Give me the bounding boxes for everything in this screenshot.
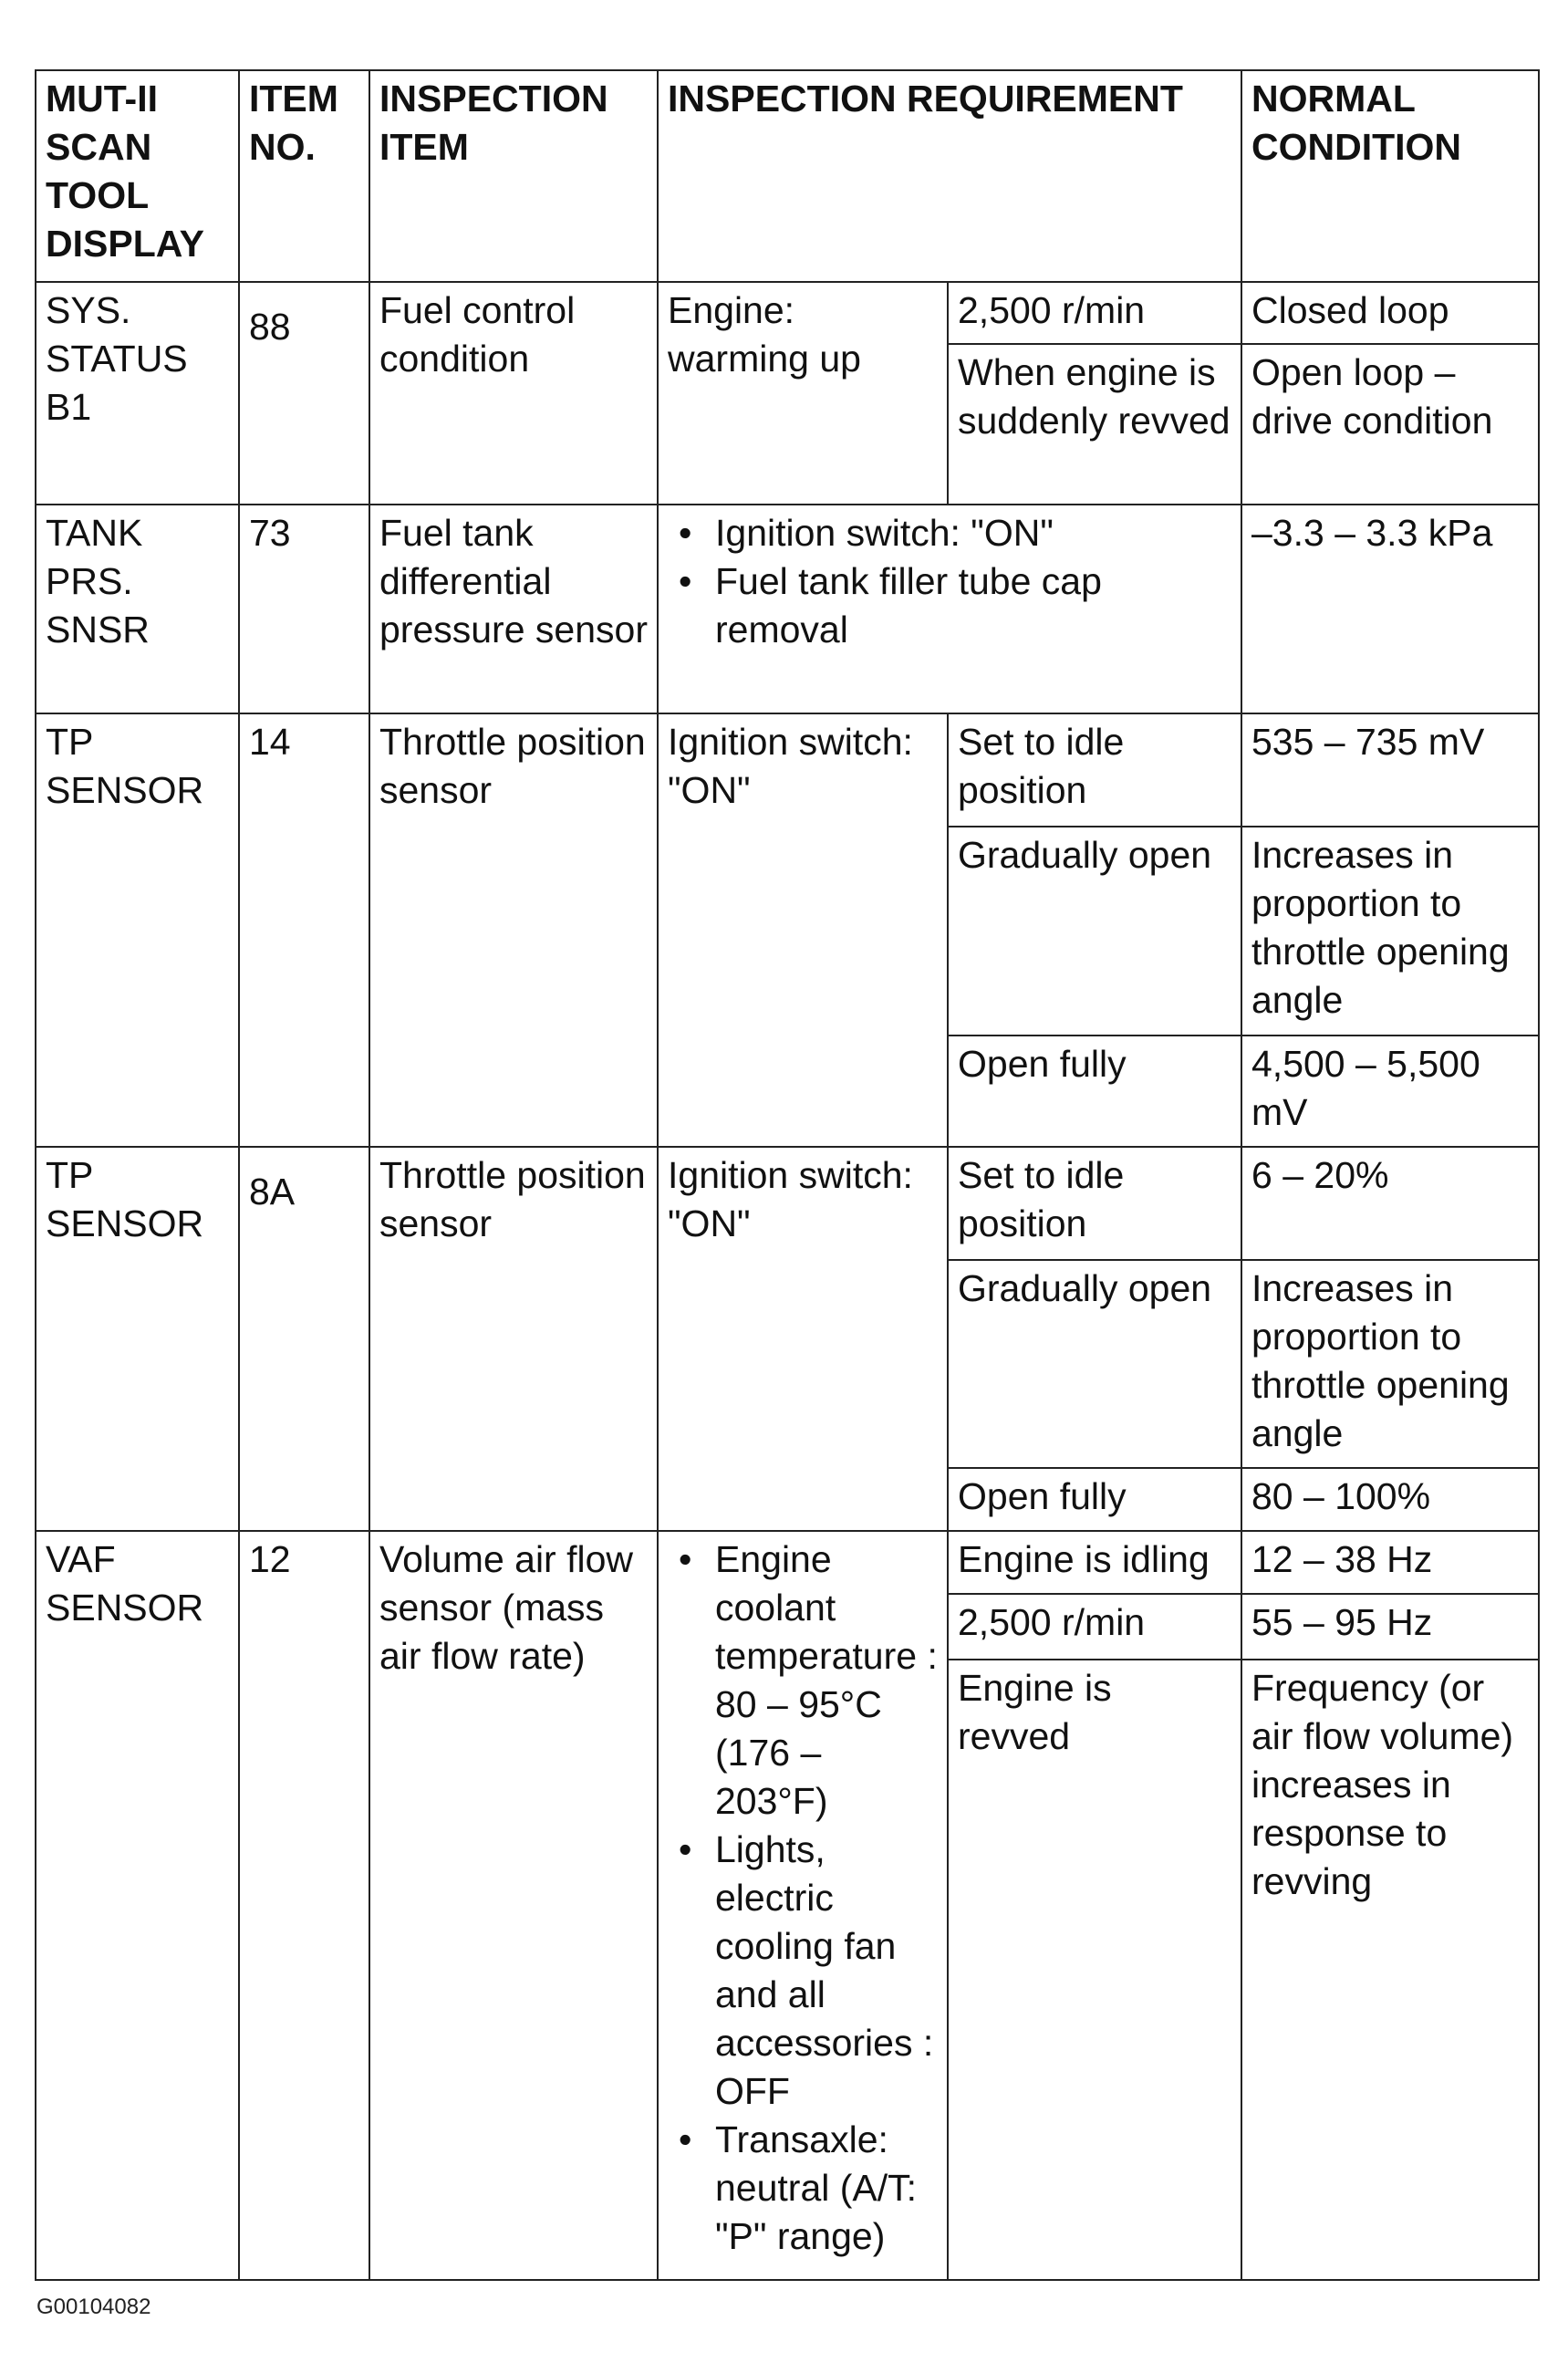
table-row [36,1147,1539,1260]
condition-cell: Gradually open [948,827,1241,1036]
condition-cell: 2,500 r/min [948,1594,1241,1660]
header-display: MUT-II SCAN TOOL DISPLAY [36,70,239,282]
requirement-list [668,1535,938,2261]
inspection-item-cell: Throttle position sensor [369,713,658,1147]
inspection-table [35,69,1540,2281]
header-row [36,70,1539,282]
normal-condition-cell: 12 – 38 Hz [1241,1531,1539,1594]
header-item-no: ITEM NO. [239,70,369,282]
table-row [36,1531,1539,1594]
header-normal-condition: NORMAL CONDITION [1241,70,1539,282]
normal-condition-cell: Increases in proportion to throttle opening angle [1241,827,1539,1036]
header-inspection-item: INSPECTION ITEM [369,70,658,282]
requirement-cell [658,1531,948,2280]
normal-condition-cell: Closed loop [1241,282,1539,344]
normal-condition-cell: 535 – 735 mV [1241,713,1539,827]
normal-condition-cell: 80 – 100% [1241,1468,1539,1531]
condition-cell: When engine is suddenly revved [948,344,1241,505]
table-row [36,713,1539,827]
item-no-cell: 14 [239,713,369,1147]
normal-condition-cell: Open loop – drive condition [1241,344,1539,505]
header-inspection-requirement: INSPECTION REQUIREMENT [658,70,1241,282]
condition-cell: Engine is revved [948,1660,1241,2280]
inspection-item-cell: Fuel tank differential pressure sensor [369,505,658,713]
item-no-cell: 73 [239,505,369,713]
normal-condition-cell: 4,500 – 5,500 mV [1241,1036,1539,1147]
condition-cell: 2,500 r/min [948,282,1241,344]
inspection-item-cell: Volume air flow sensor (mass air flow rate) [369,1531,658,2280]
condition-cell: Set to idle position [948,1147,1241,1260]
table-row [36,505,1539,713]
list-item: • Ignition switch: "ON" [715,509,1231,557]
requirement-cell [658,505,1241,713]
item-no-cell: 8A [239,1147,369,1531]
display-cell: TP SENSOR [36,1147,239,1531]
inspection-item-cell: Throttle position sensor [369,1147,658,1531]
list-item: • Transaxle: neutral (A/T: "P" range) [715,2116,938,2261]
normal-condition-cell: –3.3 – 3.3 kPa [1241,505,1539,713]
condition-cell: Engine is idling [948,1531,1241,1594]
item-no-cell: 12 [239,1531,369,2280]
list-item: • Lights, electric cooling fan and all accessories : OFF [715,1826,938,2116]
condition-cell: Gradually open [948,1260,1241,1468]
normal-condition-cell: 55 – 95 Hz [1241,1594,1539,1660]
requirement-cell: Engine: warming up [658,282,948,505]
item-no-cell: 88 [239,282,369,505]
display-cell: TANK PRS. SNSR [36,505,239,713]
normal-condition-cell: Frequency (or air flow volume) increases in response to revving [1241,1660,1539,2280]
list-item: • Engine coolant temperature : 80 – 95°C (176 – 203°F) [715,1535,938,1826]
table-row [36,282,1539,344]
requirement-cell: Ignition switch: "ON" [658,713,948,1147]
inspection-item-cell: Fuel control condition [369,282,658,505]
display-cell: VAF SENSOR [36,1531,239,2280]
requirement-cell: Ignition switch: "ON" [658,1147,948,1531]
condition-cell: Open fully [948,1036,1241,1147]
requirement-list [668,509,1231,654]
condition-cell: Open fully [948,1468,1241,1531]
list-item: • Fuel tank filler tube cap removal [715,557,1231,654]
figure-id: G00104082 [36,2295,151,2319]
normal-condition-cell: 6 – 20% [1241,1147,1539,1260]
normal-condition-cell: Increases in proportion to throttle opening angle [1241,1260,1539,1468]
display-cell: SYS. STATUS B1 [36,282,239,505]
display-cell: TP SENSOR [36,713,239,1147]
condition-cell: Set to idle position [948,713,1241,827]
